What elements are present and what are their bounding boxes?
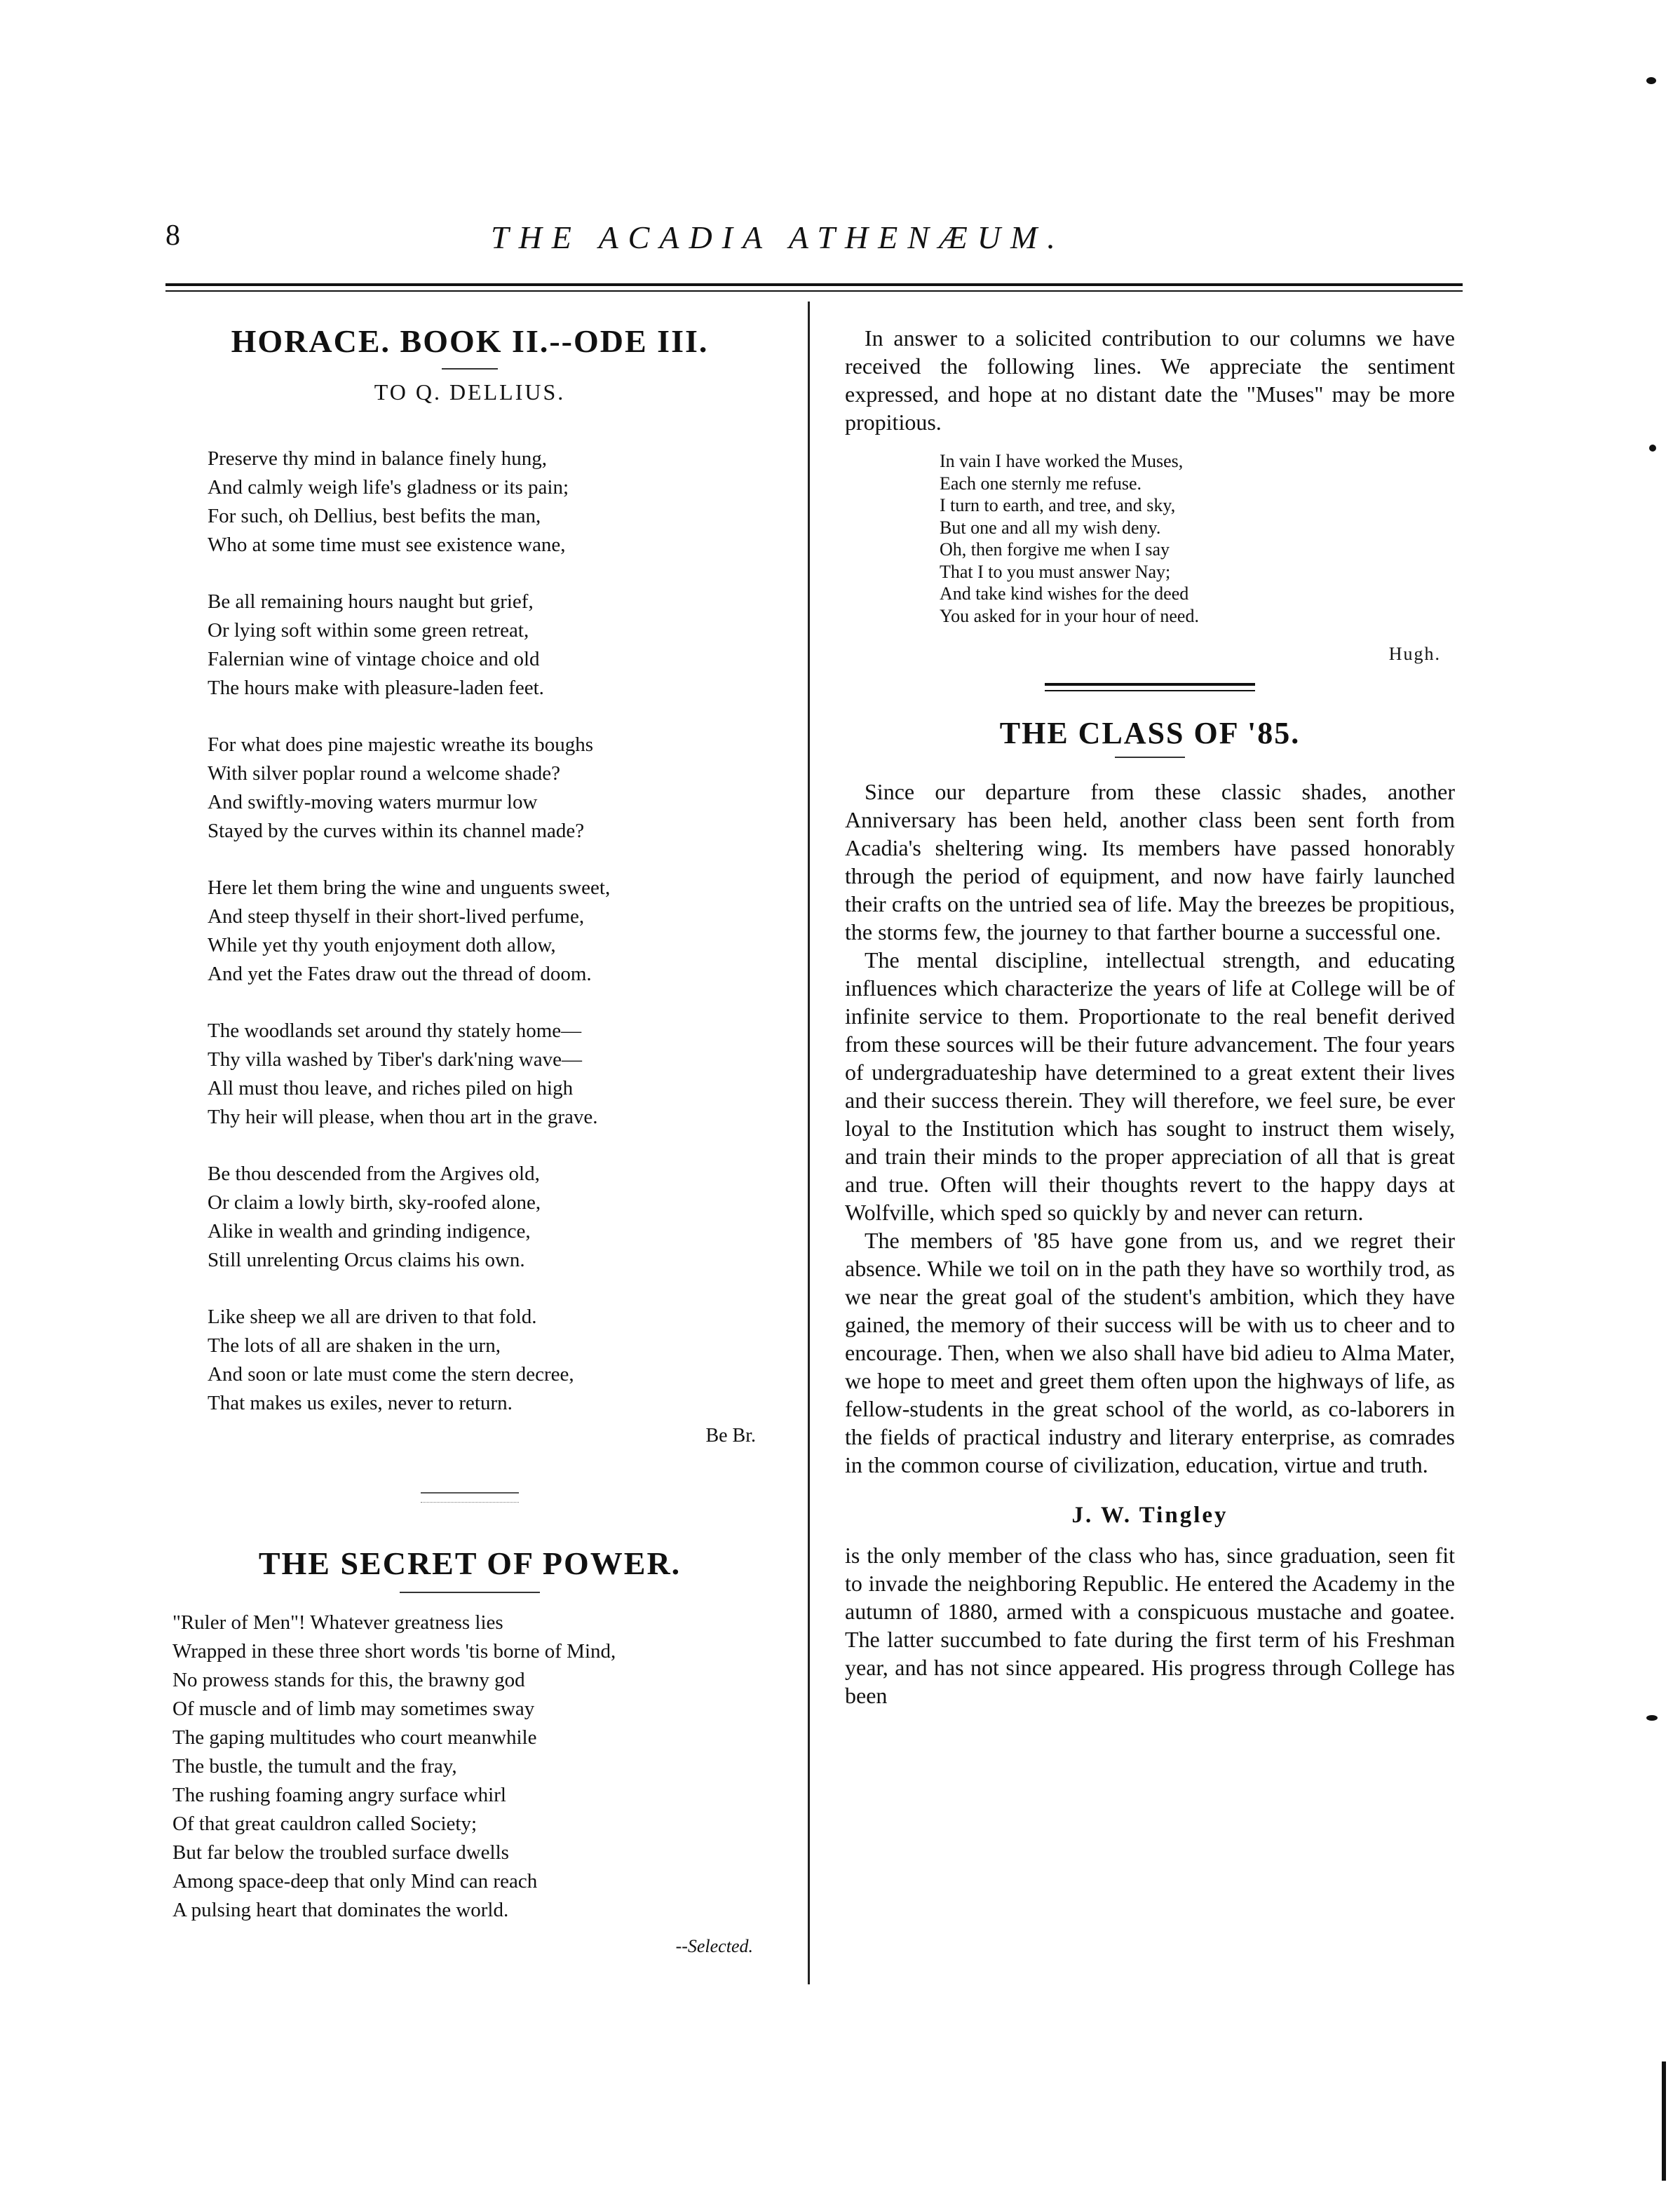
poem-line: The woodlands set around thy stately home—: [208, 1020, 582, 1042]
poem-line: Of muscle and of limb may sometimes sway: [172, 1698, 535, 1720]
poem-line: Wrapped in these three short words 'tis borne of Mind,: [172, 1640, 616, 1663]
poem-line: I turn to earth, and tree, and sky,: [940, 495, 1176, 515]
poem-line: With silver poplar round a welcome shade?: [208, 762, 560, 785]
poem-line: And yet the Fates draw out the thread of doom.: [208, 963, 592, 985]
poem-line: Or claim a lowly birth, sky-roofed alone,: [208, 1191, 541, 1214]
page-number: 8: [165, 219, 180, 252]
poem-stanza: [208, 874, 771, 989]
poem-line: Thy villa washed by Tiber's dark'ning wave—: [208, 1048, 582, 1071]
column-divider: [808, 302, 810, 1984]
poem-line: A pulsing heart that dominates the world.: [172, 1899, 509, 1921]
poem-line: The rushing foaming angry surface whirl: [172, 1784, 506, 1806]
poem-line: The gaping multitudes who court meanwhile: [172, 1726, 537, 1749]
poem-line: And calmly weigh life's gladness or its pain;: [208, 476, 569, 499]
poem-line: You asked for in your hour of need.: [940, 605, 1199, 626]
left-column: [168, 323, 771, 1957]
poem-line: But one and all my wish deny.: [940, 517, 1161, 538]
poem-line: That I to you must answer Nay;: [940, 561, 1171, 582]
contribution-poem: [940, 450, 1455, 627]
horace-signature: Be Br.: [705, 1425, 756, 1447]
contribution-signature: Hugh.: [1388, 644, 1441, 664]
poem-line: All must thou leave, and riches piled on high: [208, 1077, 574, 1099]
poem-stanza: [208, 445, 771, 560]
poem-line: Each one sternly me refuse.: [940, 473, 1142, 494]
horace-title: HORACE. BOOK II.--ODE III.: [231, 323, 709, 359]
header-rule-top: [165, 283, 1463, 286]
poem-line: Of that great cauldron called Society;: [172, 1813, 477, 1835]
poem-line: That makes us exiles, never to return.: [208, 1392, 513, 1414]
poem-line: Who at some time must see existence wane,: [208, 534, 566, 556]
poem-line: Preserve thy mind in balance finely hung,: [208, 447, 548, 470]
scan-speck: [1649, 445, 1656, 452]
poem-line: The bustle, the tumult and the fray,: [172, 1755, 457, 1778]
poem-stanza: [208, 588, 771, 703]
poem-line: For such, oh Dellius, best befits the man,: [208, 505, 541, 527]
tingley-paragraph: is the only member of the class who has, since graduation, seen fit to invade the neighboring Republic. He entered the Academy in the autumn of 1880, armed with a conspicuous mustache and goatee. The latter succumbed to fate during the first term of his Freshman year, and has not since appeared. His progress through College has been: [845, 1543, 1455, 1708]
secret-title-rule: [400, 1592, 540, 1593]
poem-line: Here let them bring the wine and unguents sweet,: [208, 876, 611, 899]
horace-subtitle: TO Q. DELLIUS.: [374, 379, 566, 405]
poem-line: And take kind wishes for the deed: [940, 583, 1189, 604]
poem-line: Alike in wealth and grinding indigence,: [208, 1220, 531, 1243]
poem-line: Or lying soft within some green retreat,: [208, 619, 529, 642]
poem-line: While yet thy youth enjoyment doth allow,: [208, 934, 556, 956]
secret-poem: [172, 1609, 771, 1925]
poem-line: The lots of all are shaken in the urn,: [208, 1334, 501, 1357]
poem-line: Still unrelenting Orcus claims his own.: [208, 1249, 525, 1271]
scan-edge-mark: [1662, 2061, 1666, 2181]
contribution-intro: In answer to a solicited contribution to our columns we have received the following lines. We appreciate the sentiment expressed, and hope at no distant date the "Muses" may be more propitious.: [845, 325, 1455, 435]
poem-line: Thy heir will please, when thou art in the grave.: [208, 1106, 598, 1128]
section-double-rule: [1045, 683, 1255, 691]
class85-paragraph: Since our departure from these classic shades, another Anniversary has been held, another class been sent forth from Acadia's sheltering wing. Its members have passed honorably through the period of equipment, and now have fairly launched their crafts on the untried sea of life. May the breezes be propitious, the storms few, the journey to that farther bourne a successful one.: [845, 779, 1455, 944]
poem-line: The hours make with pleasure-laden feet.: [208, 677, 544, 699]
scan-speck: [1646, 77, 1656, 84]
header-rule-bottom: [165, 290, 1463, 292]
poem-line: And steep thyself in their short-lived perfume,: [208, 905, 585, 928]
class85-title-rule: [1115, 757, 1185, 758]
poem-line: And soon or late must come the stern decree,: [208, 1363, 574, 1386]
poem-line: Like sheep we all are driven to that fold.: [208, 1306, 537, 1328]
poem-stanza: [208, 1160, 771, 1275]
poem-line: Be all remaining hours naught but grief,: [208, 590, 534, 613]
poem-stanza: [208, 731, 771, 846]
poem-line: No prowess stands for this, the brawny god: [172, 1669, 525, 1691]
poem-line: But far below the troubled surface dwells: [172, 1841, 509, 1864]
poem-line: Be thou descended from the Argives old,: [208, 1163, 540, 1185]
poem-stanza: [208, 1303, 771, 1418]
poem-line: Stayed by the curves within its channel made?: [208, 820, 585, 842]
poem-line: Oh, then forgive me when I say: [940, 539, 1170, 560]
poem-line: For what does pine majestic wreathe its boughs: [208, 733, 594, 756]
horace-poem: [208, 445, 771, 1418]
secret-attribution: --Selected.: [675, 1936, 753, 1956]
poem-line: "Ruler of Men"! Whatever greatness lies: [172, 1611, 503, 1634]
poem-line: Among space-deep that only Mind can reach: [172, 1870, 538, 1893]
class85-paragraph: The mental discipline, intellectual strength, and educating influences which characterize the years of life at College will be of infinite service to them. Proportionate to the real benefit derived from these sources will be their future advancement. The four years of undergraduateship have determined to a great extent their lives and their success therein. They will therefore, we feel sure, be ever loyal to the Institution which has sought to instruct them wisely, and train their minds to the proper appreciation of all that is great and true. Often will their thoughts revert to the happy days at Wolfville, which sped so quickly by and never can return.: [845, 947, 1455, 1225]
class85-title: THE CLASS OF '85.: [999, 716, 1301, 750]
poem-line: Falernian wine of vintage choice and old: [208, 648, 540, 670]
tingley-heading: J. W. Tingley: [1071, 1503, 1228, 1528]
poem-line: In vain I have worked the Muses,: [940, 451, 1184, 471]
right-column: [845, 324, 1455, 1709]
poem-line: And swiftly-moving waters murmur low: [208, 791, 538, 813]
class85-paragraph: The members of '85 have gone from us, and we regret their absence. While we toil on in the path they have so worthily trod, as we near the great goal of the student's ambition, which they have gained, the memory of their success will be with us to cheer and to encourage. Then, when we also shall have bid adieu to Alma Mater, we hope to meet and greet them often upon the highways of life, as fellow-students in the great school of the world, as co-laborers in the fields of practical industry and literary enterprise, as comrades in the common course of civilization, education, virtue and truth.: [845, 1228, 1455, 1477]
secret-title: THE SECRET OF POWER.: [258, 1545, 682, 1581]
title-divider: [442, 368, 498, 370]
section-ornament: [421, 1492, 519, 1503]
running-title: THE ACADIA ATHENÆUM.: [491, 219, 1065, 255]
poem-stanza: [208, 1017, 771, 1132]
scan-speck: [1646, 1715, 1658, 1721]
